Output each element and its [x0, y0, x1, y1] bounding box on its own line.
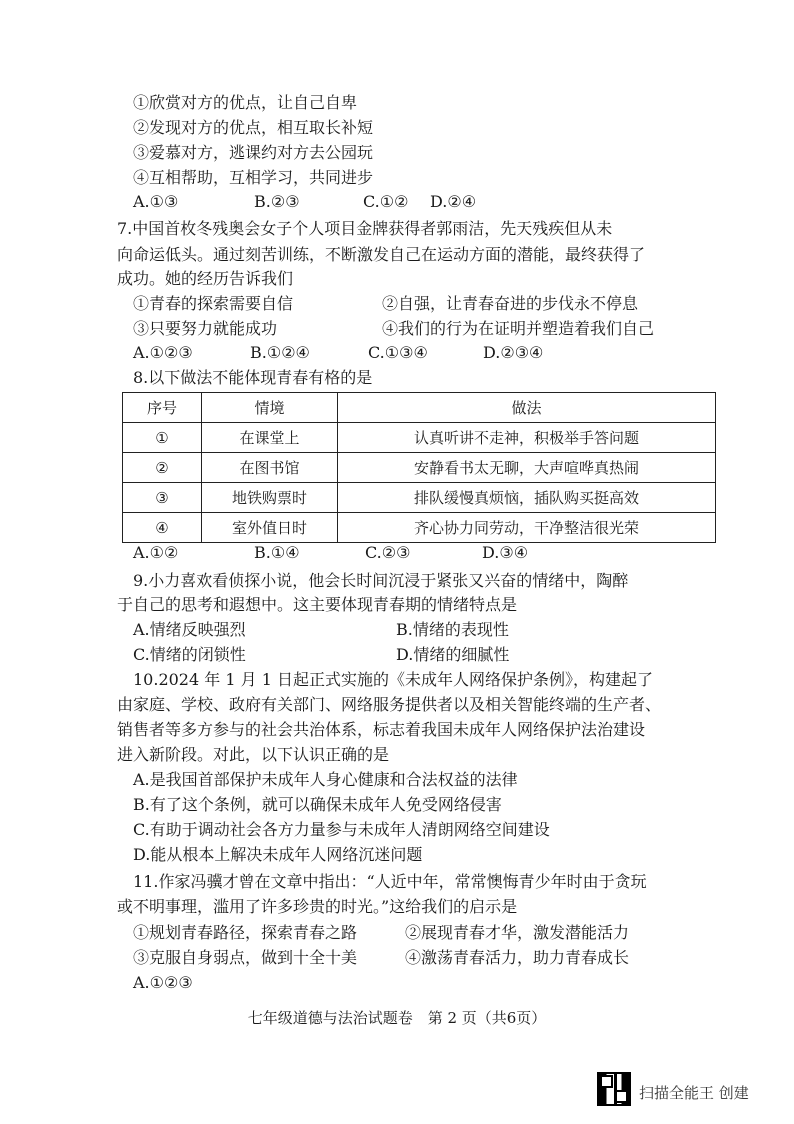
- q6-answer-b: B.②③: [254, 192, 300, 211]
- q9-stem-line-1: 9.小力喜欢看侦探小说，他会长时间沉浸于紧张又兴奋的情绪中，陶醉: [133, 571, 629, 590]
- q9-stem-line-2: 于自己的思考和遐想中。这主要体现青春期的情绪特点是: [117, 595, 518, 614]
- q7-stem-line-1: 7.中国首枚冬残奥会女子个人项目金牌获得者郭雨洁，先天残疾但从未: [117, 219, 613, 238]
- q8-stem: 8.以下做法不能体现青春有格的是: [133, 368, 373, 387]
- row-number: ③: [123, 483, 202, 513]
- q9-option-a: A.情绪反映强烈: [133, 620, 246, 639]
- q11-answer-a: A.①②③: [133, 973, 193, 992]
- row-number: ②: [123, 453, 202, 483]
- q10-option-d: D.能从根本上解决未成年人网络沉迷问题: [133, 845, 423, 864]
- header-number: 序号: [123, 393, 202, 423]
- q6-option-4: ④互相帮助，互相学习，共同进步: [133, 168, 374, 187]
- row-number: ④: [123, 513, 202, 543]
- q7-answer-b: B.①②④: [250, 343, 310, 362]
- q7-option-1: ①青春的探索需要自信: [133, 294, 294, 313]
- table-row: [123, 513, 716, 543]
- q11-option-2: ②展现青春才华，激发潜能活力: [405, 923, 630, 942]
- q7-answer-a: A.①②③: [133, 343, 193, 362]
- header-action: 做法: [338, 393, 716, 423]
- q11-stem-line-2: 或不明事理，滥用了许多珍贵的时光。”这给我们的启示是: [117, 897, 518, 916]
- q10-stem-line-1: 10.2024 年 1 月 1 日起正式实施的《未成年人网络保护条例》，构建起了: [133, 670, 653, 689]
- q6-answer-d: D.②④: [430, 192, 477, 211]
- q10-stem-line-3: 销售者等多方参与的社会共治体系，标志着我国未成年人网络保护法治建设: [117, 720, 646, 739]
- q8-answer-b: B.①④: [254, 543, 300, 562]
- q10-option-b: B.有了这个条例，就可以确保未成年人免受网络侵害: [133, 795, 502, 814]
- q7-answer-c: C.①③④: [368, 343, 428, 362]
- row-situation: 在课堂上: [202, 423, 338, 453]
- q6-option-3: ③爱慕对方，逃课约对方去公园玩: [133, 143, 374, 162]
- q10-stem-line-4: 进入新阶段。对此，以下认识正确的是: [117, 745, 390, 764]
- q10-option-a: A.是我国首部保护未成年人身心健康和合法权益的法律: [133, 770, 518, 789]
- row-situation: 室外值日时: [202, 513, 338, 543]
- q6-answer-c: C.①②: [363, 192, 409, 211]
- q8-answer-d: D.③④: [482, 543, 529, 562]
- row-action: 安静看书太无聊，大声喧哗真热闹: [338, 453, 716, 483]
- q7-option-3: ③只要努力就能成功: [133, 319, 278, 338]
- q6-option-2: ②发现对方的优点，相互取长补短: [133, 118, 374, 137]
- row-situation: 在图书馆: [202, 453, 338, 483]
- q11-stem-line-1: 11.作家冯骥才曾在文章中指出：“人近中年，常常懊悔青少年时由于贪玩: [133, 872, 647, 891]
- q8-answer-c: C.②③: [365, 543, 411, 562]
- scanner-watermark: 扫描全能王 创建: [639, 1084, 749, 1102]
- table-row: [123, 423, 716, 453]
- q10-option-c: C.有助于调动社会各方力量参与未成年人清朗网络空间建设: [133, 820, 550, 839]
- row-action: 认真听讲不走神，积极举手答问题: [338, 423, 716, 453]
- table-row: [123, 483, 716, 513]
- q9-option-b: B.情绪的表现性: [396, 620, 509, 639]
- header-situation: 情境: [202, 393, 338, 423]
- q9-option-c: C.情绪的闭锁性: [133, 645, 246, 664]
- q8-table: [122, 392, 716, 543]
- q9-option-d: D.情绪的细腻性: [396, 645, 510, 664]
- q7-stem-line-3: 成功。她的经历告诉我们: [117, 269, 294, 288]
- q11-option-3: ③克服自身弱点，做到十全十美: [133, 948, 358, 967]
- table-header-row: [123, 393, 716, 423]
- row-action: 齐心协力同劳动，干净整洁很光荣: [338, 513, 716, 543]
- q8-answer-a: A.①②: [133, 543, 179, 562]
- q6-option-1: ①欣赏对方的优点，让自己自卑: [133, 93, 358, 112]
- row-situation: 地铁购票时: [202, 483, 338, 513]
- table-row: [123, 453, 716, 483]
- q7-stem-line-2: 向命运低头。通过刻苦训练，不断激发自己在运动方面的潜能，最终获得了: [117, 245, 646, 264]
- q11-option-1: ①规划青春路径，探索青春之路: [133, 923, 358, 942]
- row-action: 排队缓慢真烦恼，插队购买挺高效: [338, 483, 716, 513]
- q10-stem-line-2: 由家庭、学校、政府有关部门、网络服务提供者以及相关智能终端的生产者、: [117, 695, 662, 714]
- q7-option-2: ②自强，让青春奋进的步伐永不停息: [382, 294, 639, 313]
- q7-answer-d: D.②③④: [483, 343, 544, 362]
- q6-answer-a: A.①③: [133, 192, 179, 211]
- q11-option-4: ④激荡青春活力，助力青春成长: [405, 948, 630, 967]
- qr-code-icon: [597, 1072, 631, 1106]
- row-number: ①: [123, 423, 202, 453]
- q7-option-4: ④我们的行为在证明并塑造着我们自己: [382, 319, 655, 338]
- page-footer: 七年级道德与法治试题卷 第 2 页（共6页）: [247, 1009, 547, 1027]
